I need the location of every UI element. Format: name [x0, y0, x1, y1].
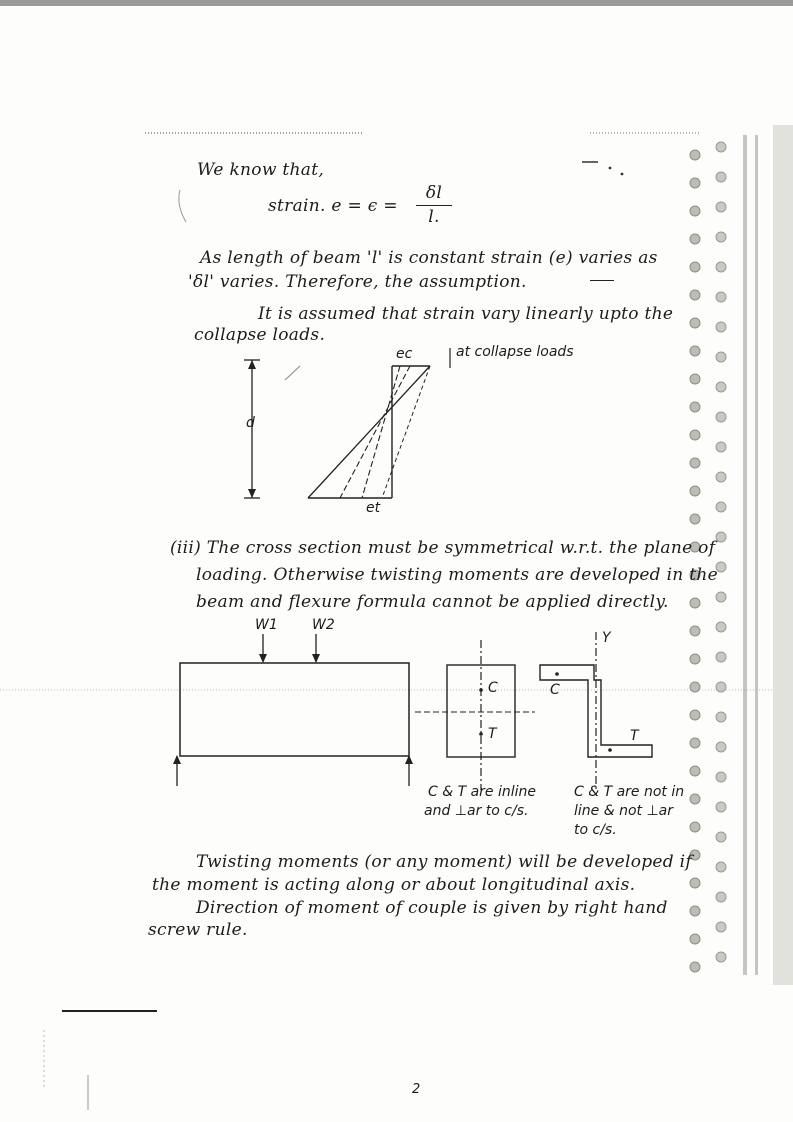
load-w2-label: W2 [312, 617, 335, 633]
unsym-note-line2: line & not ⊥ar [574, 803, 673, 819]
section-iii-line3: beam and flexure formula cannot be applied directly. [196, 592, 669, 612]
strain-formula-numerator: δl [425, 183, 443, 203]
strain-formula-lhs: strain. e = ϵ = [268, 196, 398, 216]
para3-line4: screw rule. [148, 920, 248, 940]
unsym-note-line3: to c/s. [574, 822, 617, 838]
intro-text: We know that, [197, 160, 325, 180]
sym-compression-label: C [488, 680, 498, 696]
load-w1-label: W1 [255, 617, 278, 633]
collapse-load-annotation: at collapse loads [456, 344, 574, 360]
strain-formula-denominator: l. [428, 207, 440, 227]
para2-line2: collapse loads. [194, 325, 326, 345]
unsym-note-line1: C & T are not in [574, 784, 685, 800]
para1-line1: As length of beam 'l' is constant strain (e) varies as [200, 248, 658, 268]
sym-tension-label: T [488, 726, 497, 742]
para3-line3: Direction of moment of couple is given by right hand [196, 898, 668, 918]
section-iii-line1: (iii) The cross section must be symmetrical w.r.t. the plane of [170, 538, 716, 558]
compressive-strain-label: ec [396, 346, 413, 362]
para3-line1: Twisting moments (or any moment) will be developed if [196, 852, 692, 872]
page-number: 2 [412, 1082, 421, 1097]
sym-note-line2: and ⊥ar to c/s. [424, 803, 529, 819]
y-axis-label: Y [602, 630, 611, 646]
unsym-compression-label: C [550, 682, 560, 698]
sym-note-line1: C & T are inline [428, 784, 537, 800]
para3-line2: the moment is acting along or about longitudinal axis. [152, 875, 636, 895]
para1-line2: 'δl' varies. Therefore, the assumption. [188, 272, 527, 292]
depth-label: d [246, 415, 255, 431]
section-iii-line2: loading. Otherwise twisting moments are developed in the [196, 565, 719, 585]
unsym-tension-label: T [630, 728, 639, 744]
tensile-strain-label: et [366, 500, 381, 516]
para2-line1: It is assumed that strain vary linearly upto the [258, 304, 674, 324]
